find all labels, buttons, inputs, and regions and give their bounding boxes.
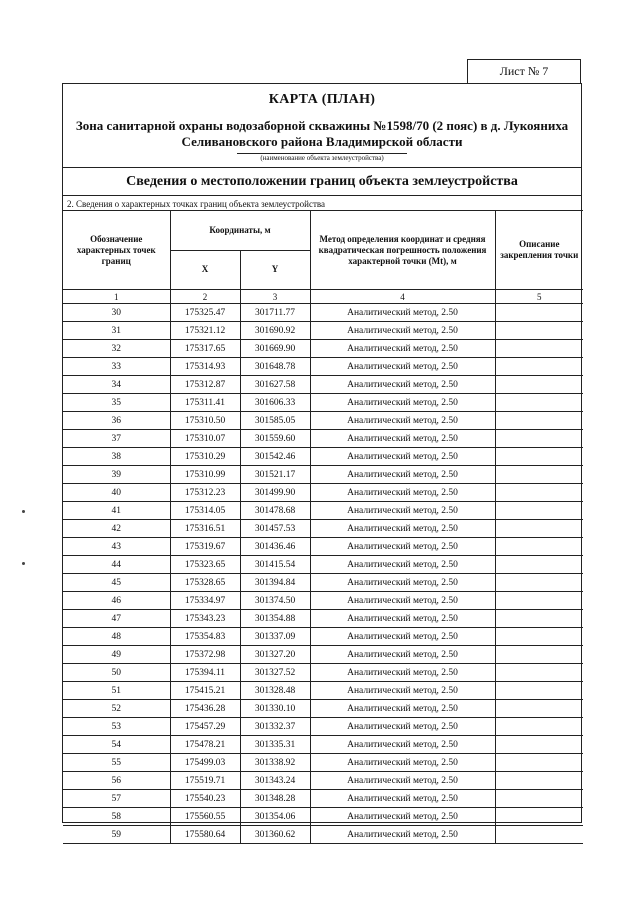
table-row	[63, 664, 583, 682]
cell-desc	[495, 718, 583, 736]
cell-desc	[495, 394, 583, 412]
cell-method: Аналитический метод, 2.50	[310, 502, 495, 520]
cell-point: 33	[63, 358, 170, 376]
cell-x: 175354.83	[170, 628, 240, 646]
cell-point: 45	[63, 574, 170, 592]
subsection-heading: 2. Сведения о характерных точках границ объекта землеустройства	[63, 195, 581, 210]
table-row	[63, 772, 583, 790]
cell-point: 34	[63, 376, 170, 394]
cell-method: Аналитический метод, 2.50	[310, 520, 495, 538]
cell-point: 53	[63, 718, 170, 736]
table-row	[63, 340, 583, 358]
cell-x: 175310.07	[170, 430, 240, 448]
cell-desc	[495, 412, 583, 430]
header-method: Метод определения координат и средняя квадратическая погрешность положения характерной точки (Mt), м	[310, 211, 495, 290]
cell-x: 175321.12	[170, 322, 240, 340]
cell-desc	[495, 682, 583, 700]
cell-method: Аналитический метод, 2.50	[310, 736, 495, 754]
table-row	[63, 376, 583, 394]
object-name: Зона санитарной охраны водозаборной скважины №1598/70 (2 пояс) в д. Лукояниха Селивановского района Владимирской области	[75, 118, 569, 149]
cell-desc	[495, 340, 583, 358]
table-row	[63, 646, 583, 664]
table-row	[63, 304, 583, 322]
cell-x: 175560.55	[170, 808, 240, 826]
cell-y: 301327.20	[240, 646, 310, 664]
cell-x: 175457.29	[170, 718, 240, 736]
cell-method: Аналитический метод, 2.50	[310, 412, 495, 430]
header-x: X	[170, 250, 240, 290]
cell-method: Аналитический метод, 2.50	[310, 610, 495, 628]
table-row	[63, 556, 583, 574]
column-number: 4	[310, 290, 495, 304]
cell-y: 301457.53	[240, 520, 310, 538]
cell-desc	[495, 628, 583, 646]
cell-method: Аналитический метод, 2.50	[310, 556, 495, 574]
cell-x: 175316.51	[170, 520, 240, 538]
cell-method: Аналитический метод, 2.50	[310, 682, 495, 700]
header-point-designation: Обозначение характерных точек границ	[63, 211, 170, 290]
cell-y: 301328.48	[240, 682, 310, 700]
cell-x: 175328.65	[170, 574, 240, 592]
cell-y: 301606.33	[240, 394, 310, 412]
cell-x: 175343.23	[170, 610, 240, 628]
sheet-number: Лист № 7	[499, 64, 549, 78]
table-row	[63, 574, 583, 592]
cell-y: 301360.62	[240, 826, 310, 844]
cell-y: 301415.54	[240, 556, 310, 574]
cell-y: 301559.60	[240, 430, 310, 448]
cell-y: 301343.24	[240, 772, 310, 790]
cell-point: 51	[63, 682, 170, 700]
cell-method: Аналитический метод, 2.50	[310, 484, 495, 502]
cell-method: Аналитический метод, 2.50	[310, 430, 495, 448]
cell-point: 38	[63, 448, 170, 466]
cell-y: 301711.77	[240, 304, 310, 322]
table-row	[63, 700, 583, 718]
cell-desc	[495, 700, 583, 718]
scan-speck	[22, 510, 25, 513]
cell-y: 301374.50	[240, 592, 310, 610]
cell-x: 175323.65	[170, 556, 240, 574]
cell-x: 175415.21	[170, 682, 240, 700]
cell-desc	[495, 484, 583, 502]
cell-y: 301354.06	[240, 808, 310, 826]
cell-method: Аналитический метод, 2.50	[310, 340, 495, 358]
column-number: 2	[170, 290, 240, 304]
cell-x: 175580.64	[170, 826, 240, 844]
table-row	[63, 610, 583, 628]
column-number: 3	[240, 290, 310, 304]
table-row	[63, 502, 583, 520]
cell-desc	[495, 304, 583, 322]
cell-desc	[495, 502, 583, 520]
cell-x: 175372.98	[170, 646, 240, 664]
cell-point: 49	[63, 646, 170, 664]
cell-method: Аналитический метод, 2.50	[310, 772, 495, 790]
cell-y: 301330.10	[240, 700, 310, 718]
cell-method: Аналитический метод, 2.50	[310, 574, 495, 592]
cell-y: 301332.37	[240, 718, 310, 736]
cell-desc	[495, 790, 583, 808]
cell-point: 40	[63, 484, 170, 502]
cell-point: 31	[63, 322, 170, 340]
cell-method: Аналитический метод, 2.50	[310, 646, 495, 664]
cell-desc	[495, 376, 583, 394]
table-row	[63, 322, 583, 340]
cell-desc	[495, 736, 583, 754]
cell-point: 46	[63, 592, 170, 610]
document-frame	[62, 83, 582, 840]
scan-speck	[22, 562, 25, 565]
cell-x: 175310.99	[170, 466, 240, 484]
table-row	[63, 790, 583, 808]
cell-method: Аналитический метод, 2.50	[310, 718, 495, 736]
cell-desc	[495, 358, 583, 376]
table-row	[63, 358, 583, 376]
cell-y: 301585.05	[240, 412, 310, 430]
cell-desc	[495, 556, 583, 574]
column-number: 5	[495, 290, 583, 304]
table-row	[63, 718, 583, 736]
cell-method: Аналитический метод, 2.50	[310, 790, 495, 808]
cell-point: 30	[63, 304, 170, 322]
cell-x: 175394.11	[170, 664, 240, 682]
table-row	[63, 538, 583, 556]
cell-point: 55	[63, 754, 170, 772]
cell-point: 54	[63, 736, 170, 754]
cell-y: 301542.46	[240, 448, 310, 466]
cell-point: 59	[63, 826, 170, 844]
cell-x: 175310.29	[170, 448, 240, 466]
cell-point: 44	[63, 556, 170, 574]
cell-method: Аналитический метод, 2.50	[310, 466, 495, 484]
cell-desc	[495, 574, 583, 592]
cell-desc	[495, 610, 583, 628]
cell-point: 39	[63, 466, 170, 484]
table-row	[63, 430, 583, 448]
cell-y: 301335.31	[240, 736, 310, 754]
cell-point: 57	[63, 790, 170, 808]
table-row	[63, 592, 583, 610]
table-row	[63, 682, 583, 700]
cell-x: 175312.87	[170, 376, 240, 394]
cell-desc	[495, 466, 583, 484]
cell-x: 175478.21	[170, 736, 240, 754]
cell-method: Аналитический метод, 2.50	[310, 358, 495, 376]
cell-desc	[495, 322, 583, 340]
cell-desc	[495, 646, 583, 664]
cell-desc	[495, 772, 583, 790]
cell-desc	[495, 808, 583, 826]
cell-method: Аналитический метод, 2.50	[310, 826, 495, 844]
cell-y: 301648.78	[240, 358, 310, 376]
header-coordinates: Координаты, м	[170, 211, 310, 251]
cell-point: 50	[63, 664, 170, 682]
cell-x: 175319.67	[170, 538, 240, 556]
cell-x: 175310.50	[170, 412, 240, 430]
cell-point: 32	[63, 340, 170, 358]
cell-method: Аналитический метод, 2.50	[310, 664, 495, 682]
cell-y: 301338.92	[240, 754, 310, 772]
cell-method: Аналитический метод, 2.50	[310, 538, 495, 556]
cell-desc	[495, 754, 583, 772]
cell-desc	[495, 520, 583, 538]
cell-method: Аналитический метод, 2.50	[310, 808, 495, 826]
cell-y: 301354.88	[240, 610, 310, 628]
cell-method: Аналитический метод, 2.50	[310, 376, 495, 394]
cell-y: 301337.09	[240, 628, 310, 646]
document-title: КАРТА (ПЛАН)	[268, 92, 376, 107]
cell-desc	[495, 592, 583, 610]
table-row	[63, 448, 583, 466]
cell-point: 56	[63, 772, 170, 790]
cell-y: 301499.90	[240, 484, 310, 502]
cell-method: Аналитический метод, 2.50	[310, 322, 495, 340]
object-name-caption: (наименование объекта землеустройства)	[237, 153, 407, 163]
cell-x: 175436.28	[170, 700, 240, 718]
cell-method: Аналитический метод, 2.50	[310, 700, 495, 718]
table-row	[63, 754, 583, 772]
cell-y: 301669.90	[240, 340, 310, 358]
cell-point: 52	[63, 700, 170, 718]
cell-y: 301521.17	[240, 466, 310, 484]
cell-point: 37	[63, 430, 170, 448]
sheet-number-box	[467, 59, 581, 83]
table-row	[63, 628, 583, 646]
table-row	[63, 484, 583, 502]
cell-point: 36	[63, 412, 170, 430]
header-description: Описание закрепления точки	[495, 211, 583, 290]
cell-point: 35	[63, 394, 170, 412]
cell-x: 175314.93	[170, 358, 240, 376]
cell-x: 175519.71	[170, 772, 240, 790]
cell-y: 301690.92	[240, 322, 310, 340]
cell-desc	[495, 538, 583, 556]
cell-x: 175334.97	[170, 592, 240, 610]
cell-method: Аналитический метод, 2.50	[310, 304, 495, 322]
cell-x: 175540.23	[170, 790, 240, 808]
column-number: 1	[63, 290, 170, 304]
table-row	[63, 826, 583, 844]
cell-desc	[495, 826, 583, 844]
cell-x: 175317.65	[170, 340, 240, 358]
table-row	[63, 736, 583, 754]
cell-y: 301627.58	[240, 376, 310, 394]
cell-method: Аналитический метод, 2.50	[310, 394, 495, 412]
cell-method: Аналитический метод, 2.50	[310, 754, 495, 772]
cell-method: Аналитический метод, 2.50	[310, 628, 495, 646]
cell-y: 301394.84	[240, 574, 310, 592]
points-table-body	[63, 304, 583, 844]
table-row	[63, 808, 583, 826]
cell-x: 175314.05	[170, 502, 240, 520]
cell-method: Аналитический метод, 2.50	[310, 448, 495, 466]
table-row	[63, 466, 583, 484]
points-table	[63, 210, 583, 844]
cell-point: 43	[63, 538, 170, 556]
cell-x: 175311.41	[170, 394, 240, 412]
cell-y: 301327.52	[240, 664, 310, 682]
cell-x: 175325.47	[170, 304, 240, 322]
table-row	[63, 520, 583, 538]
cell-desc	[495, 430, 583, 448]
section-heading: Сведения о местоположении границ объекта землеустройства	[126, 174, 518, 189]
cell-x: 175499.03	[170, 754, 240, 772]
table-row	[63, 394, 583, 412]
cell-desc	[495, 448, 583, 466]
cell-x: 175312.23	[170, 484, 240, 502]
cell-method: Аналитический метод, 2.50	[310, 592, 495, 610]
cell-y: 301348.28	[240, 790, 310, 808]
cell-point: 42	[63, 520, 170, 538]
cell-y: 301436.46	[240, 538, 310, 556]
table-row	[63, 412, 583, 430]
header-y: Y	[240, 250, 310, 290]
cell-point: 48	[63, 628, 170, 646]
cell-desc	[495, 664, 583, 682]
cell-y: 301478.68	[240, 502, 310, 520]
cell-point: 47	[63, 610, 170, 628]
cell-point: 58	[63, 808, 170, 826]
cell-point: 41	[63, 502, 170, 520]
